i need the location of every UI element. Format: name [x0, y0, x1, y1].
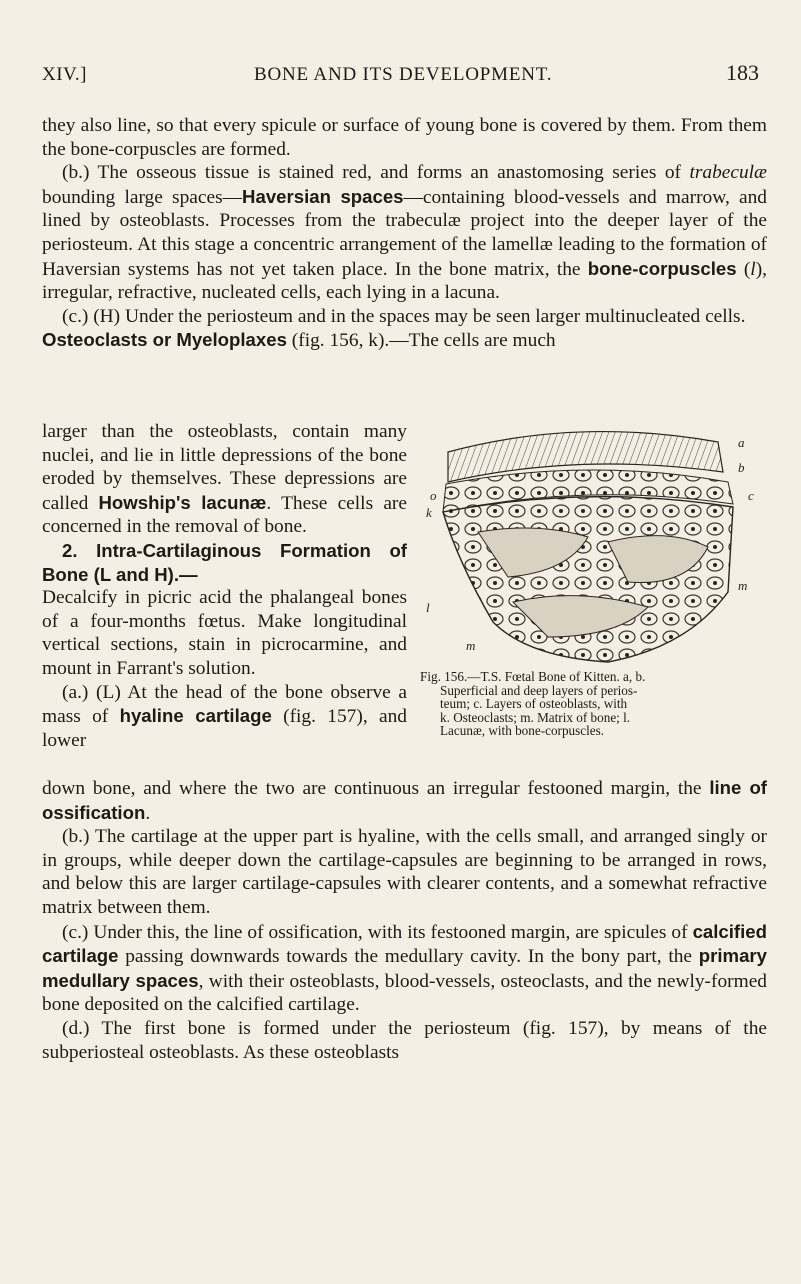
paragraph: (b.) The cartilage at the upper part is hyaline, with the cells small, and arranged singly or in groups, while deeper down the cartilage-capsules are beginning to be arranged in rows, and below this are larger cartilage-capsules with clearer contents, and a somewhat refractive matrix between them.: [42, 826, 767, 918]
paragraph: larger than the osteoblasts, contain many nuclei, and lie in little depressions of the bone eroded by themselves. These depressions are called Howship's lacunæ. These cells are concerned in the removal of bone.: [42, 421, 407, 538]
paragraph: (d.) The first bone is formed under the periosteum (fig. 157), by means of the subperiosteal osteoblasts. As these osteoblasts: [42, 1017, 767, 1063]
paragraph: (c.) (H) Under the periosteum and in the spaces may be seen larger multinucleated cells.: [62, 305, 746, 327]
label-l: l: [426, 600, 430, 615]
page-title: BONE AND ITS DEVELOPMENT.: [254, 64, 553, 85]
top-text-block: [42, 114, 767, 353]
paragraph: they also line, so that every spicule or surface of young bone is covered by them. From them the bone-corpuscles are formed.: [42, 115, 767, 160]
label-m: m: [466, 638, 476, 653]
chapter-number: XIV.]: [42, 64, 87, 85]
figure-caption: Fig. 156.—T.S. Fœtal Bone of Kitten. a, b. Superficial and deep layers of perios- teum; c. Layers of osteoblasts, with k. Osteoclasts; m. Matrix of bone; l. Lacunæ, with bone-corpuscles.: [420, 669, 646, 738]
paragraph: down bone, and where the two are continuous an irregular festooned margin, the line of ossification.: [42, 777, 767, 824]
paragraph: Decalcify in picric acid the phalangeal bones of a four-months fœtus. Make longitudinal vertical sections, stain in picrocarmine, and mount in Farrant's solution.: [42, 587, 407, 679]
label-k: k: [426, 505, 432, 520]
bottom-text-block: [42, 776, 767, 1064]
label-a: a: [738, 435, 745, 450]
paragraph: Osteoclasts or Myeloplaxes (fig. 156, k).—The cells are much: [42, 329, 556, 352]
paragraph: (b.) The osseous tissue is stained red, and forms an anastomosing series of trabeculæ bounding large spaces—Haversian spaces—containing blood-vessels and marrow, and lined by osteoblasts. Processes from the trabeculæ project into the deeper layer of the periosteum. At this stage a concentric arrangement of the lamellæ leading to the formation of Haversian systems has not yet taken place. In the bone matrix, the bone-corpuscles (l), irregular, refractive, nucleated cells, each lying in a lacuna.: [42, 162, 768, 304]
label-o: o: [430, 488, 437, 503]
label-m-right: m: [738, 578, 748, 593]
side-text-column: [42, 420, 407, 752]
label-c: c: [748, 488, 754, 503]
bone-section-figure: [418, 412, 768, 667]
page-number: 183: [726, 60, 759, 85]
running-header: [42, 60, 771, 94]
term-osteoclasts: Osteoclasts or Myeloplaxes: [42, 329, 287, 351]
paragraph: (c.) Under this, the line of ossification, with its festooned margin, are spicules of calcified cartilage passing downwards towards the medullary cavity. In the bony part, the primary medullary spaces, with their osteoblasts, blood-vessels, osteoclasts, and the newly-formed bone deposited on the calcified cartilage.: [42, 920, 767, 1016]
label-b: b: [738, 460, 745, 475]
paragraph: (a.) (L) At the head of the bone observe a mass of hyaline cartilage (fig. 157), and lower: [42, 681, 408, 751]
section-heading: 2. Intra-Cartilaginous Formation of Bone (L and H).—: [42, 539, 407, 585]
